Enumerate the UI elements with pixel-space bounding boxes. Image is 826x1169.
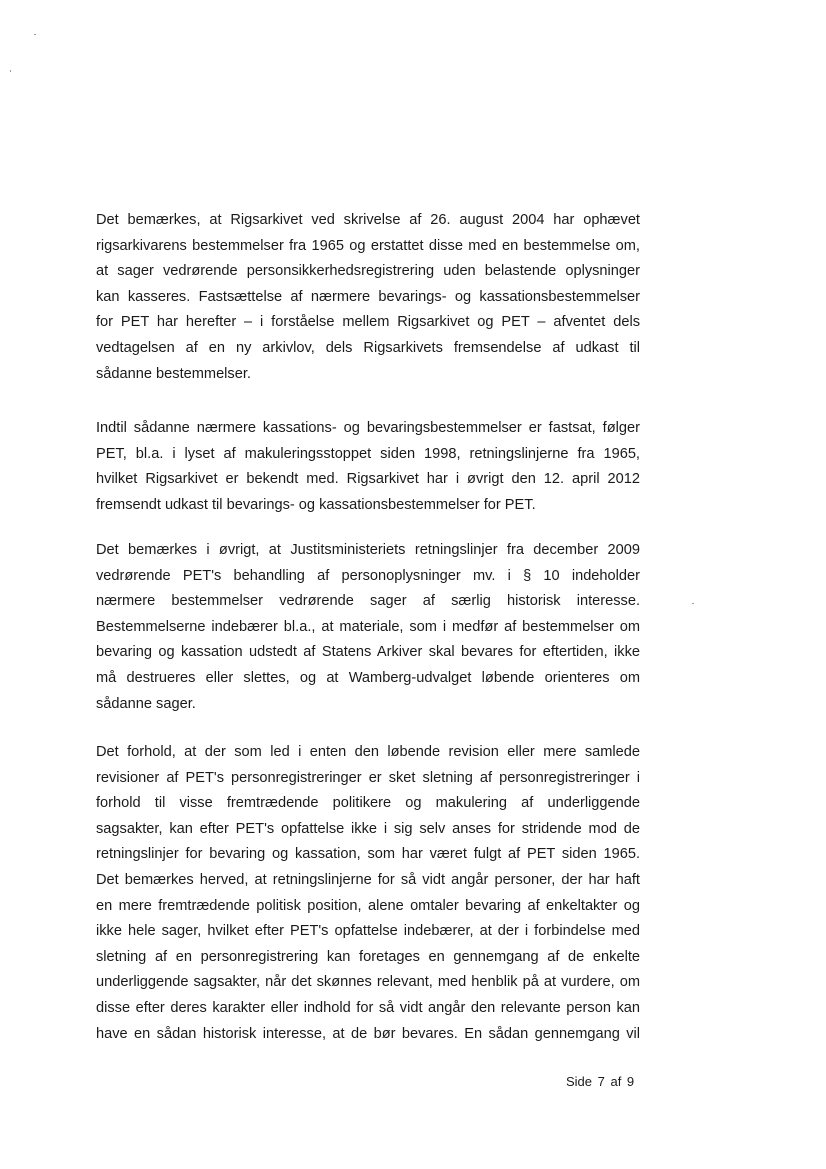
- text-line: forhold til visse fremtrædende politikere og makulering af underliggende: [96, 795, 640, 812]
- text-line: retningslinjer for bevaring og kassation, som har været fulgt af PET siden 1965.: [96, 846, 640, 863]
- text-line: vedtagelsen af en ny arkivlov, dels Rigsarkivets fremsendelse af udkast til: [96, 339, 640, 356]
- text-line: at sager vedrørende personsikkerhedsregistrering uden belastende oplysninger: [96, 263, 640, 280]
- text-line: hvilket Rigsarkivet er bekendt med. Rigsarkivet har i øvrigt den 12. april 2012: [96, 471, 640, 488]
- text-line: sagsakter, kan efter PET's opfattelse ikke i sig selv anses for stridende mod de: [96, 820, 640, 837]
- text-line: revisioner af PET's personregistreringer er sket sletning af personregistreringer i: [96, 769, 640, 786]
- text-line: for PET har herefter – i forståelse mellem Rigsarkivet og PET – afventet dels: [96, 314, 640, 331]
- paragraph-4: [96, 740, 640, 1047]
- text-line: vedrørende PET's behandling af personoplysninger mv. i § 10 indeholder: [96, 567, 640, 584]
- scan-speck: [34, 34, 36, 35]
- text-line: PET, bl.a. i lyset af makuleringsstoppet siden 1998, retningslinjerne fra 1965,: [96, 445, 640, 462]
- text-line: rigsarkivarens bestemmelser fra 1965 og erstattet disse med en bestemmelse om,: [96, 237, 640, 254]
- scan-speck: [692, 603, 694, 604]
- text-line: sådanne sager.: [96, 695, 196, 712]
- text-line: sådanne bestemmelser.: [96, 365, 251, 382]
- text-line: fremsendt udkast til bevarings- og kassationsbestemmelser for PET.: [96, 496, 536, 513]
- text-line: bevaring og kassation udstedt af Statens Arkiver skal bevares for eftertiden, ikke: [96, 644, 640, 661]
- text-line: Det forhold, at der som led i enten den løbende revision eller mere samlede: [96, 744, 640, 760]
- paragraph-3: [96, 538, 640, 717]
- text-line: nærmere bestemmelser vedrørende sager af særlig historisk interesse.: [96, 593, 640, 610]
- text-line: må destrueres eller slettes, og at Wamberg-udvalget løbende orienteres om: [96, 669, 640, 686]
- text-line: en mere fremtrædende politisk position, alene omtaler bevaring af enkeltakter og: [96, 897, 640, 914]
- text-line: Det bemærkes i øvrigt, at Justitsministeriets retningslinjer fra december 2009: [96, 542, 640, 558]
- text-line: Det bemærkes, at Rigsarkivet ved skrivelse af 26. august 2004 har ophævet: [96, 212, 640, 228]
- scan-speck: [10, 70, 11, 72]
- text-line: kan kasseres. Fastsættelse af nærmere bevarings- og kassationsbestemmelser: [96, 288, 640, 305]
- text-line: underliggende sagsakter, når det skønnes relevant, med henblik på at vurdere, om: [96, 974, 640, 991]
- text-line: Indtil sådanne nærmere kassations- og bevaringsbestemmelser er fastsat, følger: [96, 420, 640, 436]
- text-line: ikke hele sager, hvilket efter PET's opfattelse indebærer, at der i forbindelse med: [96, 923, 640, 940]
- text-line: have en sådan historisk interesse, at de bør bevares. En sådan gennemgang vil: [96, 1025, 640, 1042]
- text-line: sletning af en personregistrering kan foretages en gennemgang af de enkelte: [96, 948, 640, 965]
- page-number: Side 7 af 9: [566, 1074, 635, 1089]
- text-line: Bestemmelserne indebærer bl.a., at materiale, som i medfør af bestemmelser om: [96, 618, 640, 635]
- text-line: disse efter deres karakter eller indhold for så vidt angår den relevante person kan: [96, 999, 640, 1016]
- paragraph-1: [96, 208, 640, 387]
- text-line: Det bemærkes herved, at retningslinjerne for så vidt angår personer, der har haft: [96, 871, 640, 888]
- paragraph-2: [96, 416, 640, 518]
